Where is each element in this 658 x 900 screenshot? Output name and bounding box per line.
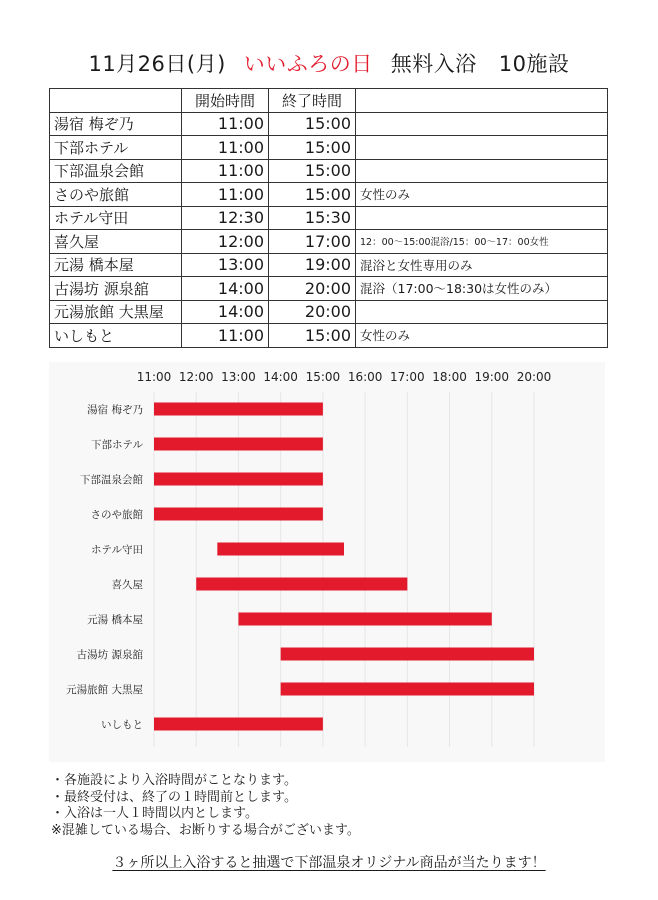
cell-start: 11:00 (182, 136, 269, 160)
cell-note: 混浴（17:00～18:30は女性のみ） (356, 277, 608, 301)
table-row (50, 159, 608, 183)
task-label: 喜久屋 (111, 579, 143, 591)
x-tick-label: 18:00 (432, 370, 467, 384)
cell-name: 喜久屋 (50, 230, 182, 254)
task-label: 元湯旅館 大黒屋 (66, 684, 143, 696)
table-row (50, 300, 608, 324)
cell-end: 20:00 (269, 300, 356, 324)
cell-name: 古湯坊 源泉舘 (50, 277, 182, 301)
cell-start: 13:00 (182, 253, 269, 277)
cell-end: 15:00 (269, 159, 356, 183)
cell-end: 19:00 (269, 253, 356, 277)
cell-start: 12:00 (182, 230, 269, 254)
cell-note: 12：00～15:00混浴/15：00～17：00女性 (356, 230, 608, 254)
task-label: ホテル守田 (91, 544, 143, 556)
gantt-bar (217, 543, 344, 556)
x-tick-label: 13:00 (221, 370, 256, 384)
gantt-bar (281, 683, 534, 696)
cell-note: 混浴と女性専用のみ (356, 253, 608, 277)
cell-end: 15:00 (269, 136, 356, 160)
gantt-chart (49, 362, 605, 762)
cell-end: 15:00 (269, 112, 356, 136)
x-tick-label: 20:00 (516, 370, 552, 384)
cell-note: 女性のみ (356, 324, 608, 348)
task-label: 湯宿 梅ぞ乃 (87, 404, 143, 416)
event-date: 11月26日(月) (88, 52, 226, 76)
event-offer: 無料入浴 (390, 52, 477, 76)
notes-list (51, 773, 360, 839)
cell-name: 下部温泉会館 (50, 159, 182, 183)
cell-start: 14:00 (182, 300, 269, 324)
x-tick-label: 11:00 (136, 370, 172, 384)
facility-count: 10施設 (498, 52, 570, 76)
x-tick-label: 14:00 (263, 370, 298, 384)
cell-start: 11:00 (182, 324, 269, 348)
table-row (50, 136, 608, 160)
footer-text: ３ヶ所以上入浴すると抽選で下部温泉オリジナル商品が当たります！ (112, 855, 546, 871)
task-label: 下部ホテル (91, 439, 143, 451)
x-tick-label: 16:00 (347, 370, 383, 384)
table-row (50, 183, 608, 207)
x-tick-label: 17:00 (390, 370, 425, 384)
cell-end: 20:00 (269, 277, 356, 301)
gantt-bar (281, 648, 534, 661)
note-item: ・最終受付は、終了の１時間前とします。 (51, 789, 297, 805)
task-label: 元湯 橋本屋 (87, 614, 143, 626)
table-row (50, 277, 608, 301)
header-cell-start: 開始時間 (182, 89, 269, 113)
gantt-bar (154, 508, 323, 521)
cell-start: 12:30 (182, 206, 269, 230)
table-row (50, 230, 608, 254)
gantt-bar (154, 718, 323, 731)
gantt-bar (238, 613, 491, 626)
cell-start: 14:00 (182, 277, 269, 301)
cell-note (356, 206, 608, 230)
table-header-row (50, 89, 608, 113)
task-label: 下部温泉会館 (80, 474, 143, 486)
header-cell-end: 終了時間 (269, 89, 356, 113)
page-title (0, 48, 658, 78)
cell-name: ホテル守田 (50, 206, 182, 230)
task-label: いしもと (101, 719, 143, 731)
cell-name: 湯宿 梅ぞ乃 (50, 112, 182, 136)
schedule-table (49, 88, 608, 348)
table-row (50, 253, 608, 277)
gantt-bar (196, 578, 407, 591)
cell-note (356, 159, 608, 183)
header-cell-note (356, 89, 608, 113)
cell-name: いしもと (50, 324, 182, 348)
gantt-bar (154, 438, 323, 451)
gantt-svg (49, 362, 605, 762)
cell-end: 17:00 (269, 230, 356, 254)
cell-name: 元湯旅館 大黒屋 (50, 300, 182, 324)
cell-name: 下部ホテル (50, 136, 182, 160)
note-item: ・入浴は一人１時間以内とします。 (51, 806, 258, 821)
cell-note (356, 112, 608, 136)
cell-end: 15:00 (269, 324, 356, 348)
cell-note: 女性のみ (356, 183, 608, 207)
cell-note (356, 300, 608, 324)
gantt-bar (154, 403, 323, 416)
x-tick-label: 12:00 (178, 370, 214, 384)
cell-end: 15:30 (269, 206, 356, 230)
table-row (50, 112, 608, 136)
cell-end: 15:00 (269, 183, 356, 207)
header-cell-name (50, 89, 182, 113)
footer-promo (0, 852, 658, 872)
gantt-bar (154, 473, 323, 486)
event-name: いいふろの日 (243, 52, 373, 76)
task-label: 古湯坊 源泉舘 (76, 649, 143, 661)
table-row (50, 324, 608, 348)
cell-start: 11:00 (182, 183, 269, 207)
table-row (50, 206, 608, 230)
cell-name: さのや旅館 (50, 183, 182, 207)
x-tick-label: 15:00 (305, 370, 341, 384)
cell-name: 元湯 橋本屋 (50, 253, 182, 277)
cell-start: 11:00 (182, 112, 269, 136)
task-label: さのや旅館 (90, 509, 143, 521)
note-item: ・各施設により入浴時間がことなります。 (51, 773, 297, 788)
cell-start: 11:00 (182, 159, 269, 183)
note-item: ※混雑している場合、お断りする場合がございます。 (51, 822, 360, 838)
x-tick-label: 19:00 (474, 370, 510, 384)
cell-note (356, 136, 608, 160)
